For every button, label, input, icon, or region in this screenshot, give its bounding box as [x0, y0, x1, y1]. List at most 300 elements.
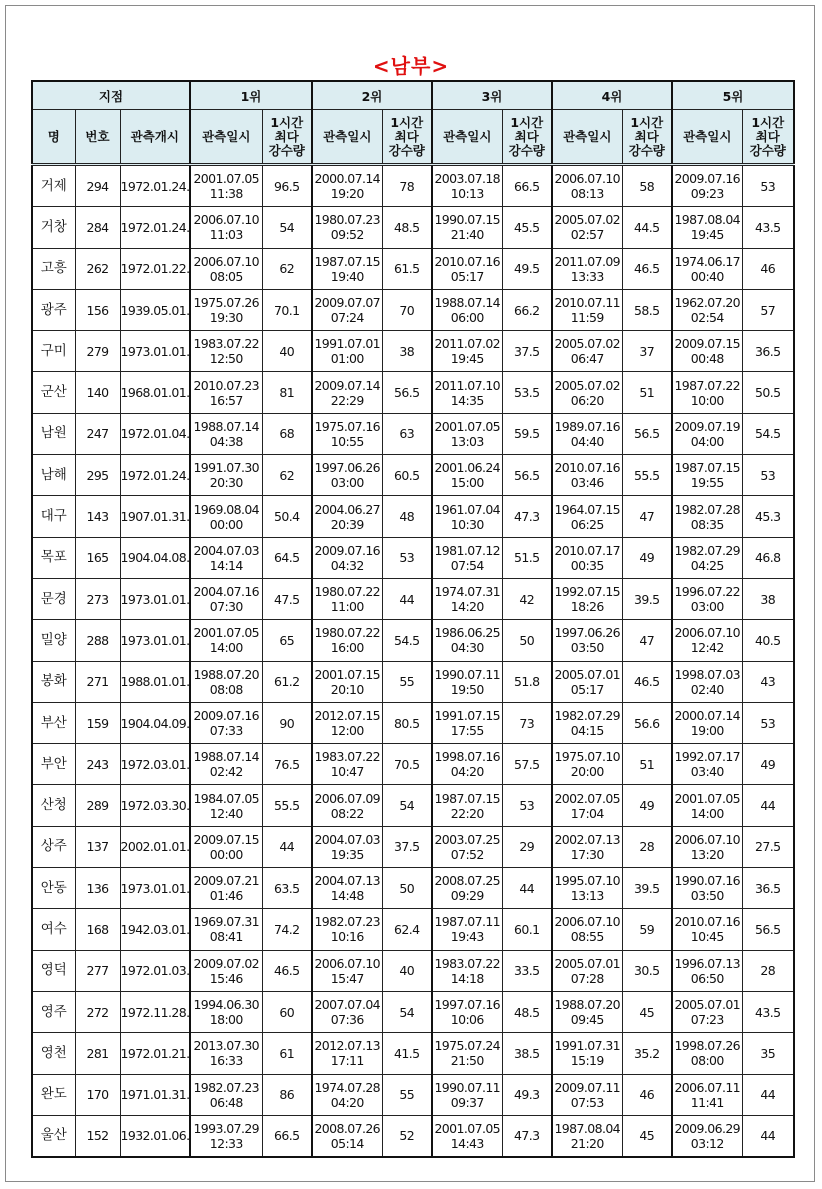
observation-datetime — [312, 413, 382, 454]
observation-datetime — [312, 578, 382, 619]
observation-date: 1987.08.04 — [554, 1120, 621, 1136]
observation-time: 07:33 — [209, 723, 243, 738]
observation-time: 14:18 — [450, 970, 484, 986]
max-hourly-precipitation: 40 — [262, 331, 312, 372]
observation-date: 2000.07.14 — [674, 708, 741, 723]
station-name: 봉화 — [32, 661, 75, 702]
observation-time: 05:14 — [330, 1135, 364, 1151]
observation-date: 1987.07.11 — [434, 914, 501, 930]
max-hourly-precipitation: 78 — [382, 165, 432, 207]
observation-time: 03:00 — [690, 599, 724, 615]
observation-date: 2001.07.05 — [434, 418, 501, 434]
header-max-line1: 1시간 — [630, 114, 664, 130]
observation-time: 02:54 — [690, 310, 724, 326]
observation-time: 13:33 — [570, 268, 604, 284]
observation-date: 2006.07.10 — [674, 831, 741, 847]
observation-time: 09:29 — [450, 888, 484, 904]
max-hourly-precipitation: 56.5 — [622, 413, 672, 454]
observation-datetime — [672, 372, 742, 413]
station-number: 262 — [75, 248, 120, 289]
observation-date: 2010.07.16 — [434, 253, 501, 269]
observation-time: 08:00 — [690, 1053, 724, 1069]
observation-time: 05:17 — [450, 268, 484, 284]
observation-date: 2006.07.09 — [314, 790, 381, 806]
observation-start: 1904.04.08. — [120, 537, 190, 578]
observation-time: 04:30 — [450, 640, 484, 656]
max-hourly-precipitation: 61.5 — [382, 248, 432, 289]
observation-datetime — [312, 372, 382, 413]
observation-time: 06:50 — [690, 970, 724, 986]
observation-datetime — [432, 620, 502, 661]
observation-time: 03:00 — [330, 475, 364, 491]
observation-datetime — [190, 1033, 262, 1074]
table-row — [32, 1115, 794, 1157]
observation-time: 10:00 — [690, 392, 724, 408]
observation-datetime — [552, 331, 622, 372]
observation-time: 00:35 — [570, 557, 604, 573]
observation-time: 11:41 — [690, 1094, 724, 1110]
observation-time: 17:11 — [330, 1053, 364, 1069]
table-row — [32, 537, 794, 578]
header-col-max — [382, 110, 432, 165]
observation-date: 2006.07.10 — [554, 171, 621, 187]
observation-start: 1972.01.22. — [120, 248, 190, 289]
observation-datetime — [190, 868, 262, 909]
observation-datetime — [672, 578, 742, 619]
observation-datetime — [190, 909, 262, 950]
observation-start: 1907.01.31. — [120, 496, 190, 537]
observation-datetime — [672, 1033, 742, 1074]
observation-datetime — [312, 207, 382, 248]
observation-datetime — [312, 826, 382, 867]
station-number: 277 — [75, 950, 120, 991]
station-number: 156 — [75, 289, 120, 330]
max-hourly-precipitation: 64.5 — [262, 537, 312, 578]
max-hourly-precipitation: 70.1 — [262, 289, 312, 330]
observation-start: 1972.11.28. — [120, 991, 190, 1032]
observation-time: 00:00 — [209, 516, 243, 532]
observation-time: 17:55 — [450, 723, 484, 738]
observation-time: 07:28 — [570, 970, 604, 986]
observation-date: 2011.07.09 — [554, 253, 621, 269]
max-hourly-precipitation: 27.5 — [742, 826, 794, 867]
observation-datetime — [552, 455, 622, 496]
observation-datetime — [190, 620, 262, 661]
station-number: 168 — [75, 909, 120, 950]
max-hourly-precipitation: 73 — [502, 702, 552, 743]
table-row — [32, 744, 794, 785]
header-max-line3: 강수량 — [749, 142, 786, 158]
observation-start: 1973.01.01. — [120, 578, 190, 619]
observation-time: 21:40 — [450, 227, 484, 243]
max-hourly-precipitation: 96.5 — [262, 165, 312, 207]
observation-time: 15:46 — [209, 970, 243, 986]
observation-date: 2005.07.02 — [554, 377, 621, 393]
observation-time: 10:55 — [330, 433, 364, 449]
station-number: 284 — [75, 207, 120, 248]
max-hourly-precipitation: 46.5 — [622, 248, 672, 289]
observation-datetime — [312, 950, 382, 991]
observation-time: 06:25 — [570, 516, 604, 532]
observation-time: 17:30 — [570, 846, 604, 862]
max-hourly-precipitation: 49 — [622, 785, 672, 826]
max-hourly-precipitation: 62 — [262, 455, 312, 496]
observation-date: 1975.07.24 — [434, 1038, 501, 1054]
header-col-datetime: 관측일시 — [432, 110, 502, 165]
observation-time: 19:30 — [209, 310, 243, 326]
header-col-max — [742, 110, 794, 165]
observation-datetime — [312, 702, 382, 743]
observation-date: 2010.07.16 — [554, 460, 621, 476]
station-name: 산청 — [32, 785, 75, 826]
observation-datetime — [312, 455, 382, 496]
max-hourly-precipitation: 44 — [502, 868, 552, 909]
max-hourly-precipitation: 50.5 — [742, 372, 794, 413]
observation-date: 1987.07.22 — [674, 377, 741, 393]
observation-date: 1988.07.14 — [434, 295, 501, 311]
max-hourly-precipitation: 57 — [742, 289, 794, 330]
observation-time: 09:45 — [570, 1012, 604, 1028]
max-hourly-precipitation: 54 — [262, 207, 312, 248]
observation-datetime — [672, 331, 742, 372]
observation-time: 07:23 — [690, 1012, 724, 1028]
observation-time: 19:20 — [330, 186, 364, 202]
observation-datetime — [190, 537, 262, 578]
observation-datetime — [552, 372, 622, 413]
table-row — [32, 661, 794, 702]
max-hourly-precipitation: 55 — [382, 1074, 432, 1115]
max-hourly-precipitation: 66.5 — [502, 165, 552, 207]
observation-datetime — [432, 785, 502, 826]
station-name: 거제 — [32, 165, 75, 207]
observation-date: 1975.07.10 — [554, 749, 621, 765]
observation-date: 2001.07.05 — [193, 171, 260, 187]
max-hourly-precipitation: 81 — [262, 372, 312, 413]
observation-start: 1932.01.06. — [120, 1115, 190, 1157]
max-hourly-precipitation: 53 — [502, 785, 552, 826]
observation-start: 1973.01.01. — [120, 868, 190, 909]
max-hourly-precipitation: 59 — [622, 909, 672, 950]
observation-date: 1990.07.11 — [434, 1079, 501, 1095]
observation-time: 15:47 — [330, 970, 364, 986]
observation-datetime — [190, 950, 262, 991]
max-hourly-precipitation: 80.5 — [382, 702, 432, 743]
observation-datetime — [432, 661, 502, 702]
max-hourly-precipitation: 70.5 — [382, 744, 432, 785]
max-hourly-precipitation: 61.2 — [262, 661, 312, 702]
observation-time: 05:17 — [570, 681, 604, 697]
table-row — [32, 496, 794, 537]
header-max-line2: 최다 — [634, 128, 659, 144]
observation-datetime — [672, 950, 742, 991]
station-number: 271 — [75, 661, 120, 702]
observation-datetime — [190, 165, 262, 207]
table-row — [32, 1074, 794, 1115]
observation-date: 1980.07.22 — [314, 625, 381, 641]
observation-date: 2013.07.30 — [193, 1038, 260, 1054]
observation-datetime — [552, 785, 622, 826]
observation-datetime — [552, 248, 622, 289]
max-hourly-precipitation: 45 — [622, 991, 672, 1032]
header-rank-2: 2위 — [312, 81, 432, 110]
observation-time: 08:13 — [570, 186, 604, 202]
station-name: 밀양 — [32, 620, 75, 661]
observation-datetime — [672, 620, 742, 661]
header-max-line2: 최다 — [394, 128, 419, 144]
header-max-line3: 강수량 — [388, 142, 425, 158]
observation-datetime — [672, 1074, 742, 1115]
observation-datetime — [432, 991, 502, 1032]
header-max-line1: 1시간 — [270, 114, 304, 130]
observation-time: 11:00 — [330, 599, 364, 615]
max-hourly-precipitation: 55.5 — [622, 455, 672, 496]
max-hourly-precipitation: 44 — [742, 1115, 794, 1157]
observation-time: 09:37 — [450, 1094, 484, 1110]
observation-date: 2010.07.23 — [193, 377, 260, 393]
observation-time: 19:00 — [690, 723, 724, 738]
observation-date: 1997.06.26 — [314, 460, 381, 476]
observation-datetime — [312, 537, 382, 578]
station-number: 273 — [75, 578, 120, 619]
max-hourly-precipitation: 35.2 — [622, 1033, 672, 1074]
observation-time: 11:38 — [209, 186, 243, 202]
observation-time: 08:41 — [209, 929, 243, 945]
observation-time: 08:22 — [330, 805, 364, 821]
observation-datetime — [312, 991, 382, 1032]
observation-datetime — [312, 1033, 382, 1074]
max-hourly-precipitation: 68 — [262, 413, 312, 454]
observation-time: 16:57 — [209, 392, 243, 408]
table-row — [32, 909, 794, 950]
station-name: 거창 — [32, 207, 75, 248]
max-hourly-precipitation: 51.8 — [502, 661, 552, 702]
max-hourly-precipitation: 56.5 — [742, 909, 794, 950]
observation-time: 09:23 — [690, 186, 724, 202]
observation-date: 1986.06.25 — [434, 625, 501, 641]
observation-date: 1982.07.29 — [674, 542, 741, 558]
max-hourly-precipitation: 37.5 — [502, 331, 552, 372]
observation-datetime — [190, 248, 262, 289]
observation-datetime — [672, 702, 742, 743]
max-hourly-precipitation: 57.5 — [502, 744, 552, 785]
header-row-groups — [32, 81, 794, 110]
max-hourly-precipitation: 66.5 — [262, 1115, 312, 1157]
observation-time: 20:39 — [330, 516, 364, 532]
station-name: 남원 — [32, 413, 75, 454]
observation-date: 2003.07.25 — [434, 831, 501, 847]
observation-time: 00:48 — [690, 351, 724, 367]
observation-time: 14:35 — [450, 392, 484, 408]
observation-datetime — [552, 909, 622, 950]
observation-datetime — [312, 1074, 382, 1115]
header-row-columns — [32, 110, 794, 165]
observation-datetime — [552, 207, 622, 248]
observation-date: 1991.07.30 — [193, 460, 260, 476]
observation-start: 1942.03.01. — [120, 909, 190, 950]
observation-date: 2010.07.11 — [554, 295, 621, 311]
station-number: 295 — [75, 455, 120, 496]
max-hourly-precipitation: 38.5 — [502, 1033, 552, 1074]
observation-time: 06:00 — [450, 310, 484, 326]
observation-time: 08:35 — [690, 516, 724, 532]
observation-time: 03:50 — [690, 888, 724, 904]
observation-start: 2002.01.01. — [120, 826, 190, 867]
max-hourly-precipitation: 37 — [622, 331, 672, 372]
observation-datetime — [432, 207, 502, 248]
max-hourly-precipitation: 62.4 — [382, 909, 432, 950]
observation-time: 08:05 — [209, 268, 243, 284]
observation-start: 1972.01.24. — [120, 165, 190, 207]
observation-time: 04:32 — [330, 557, 364, 573]
observation-date: 2004.07.03 — [193, 542, 260, 558]
max-hourly-precipitation: 54.5 — [382, 620, 432, 661]
observation-datetime — [190, 372, 262, 413]
observation-time: 07:30 — [209, 599, 243, 615]
station-number: 243 — [75, 744, 120, 785]
observation-date: 1991.07.01 — [314, 336, 381, 352]
observation-date: 1990.07.11 — [434, 666, 501, 682]
observation-datetime — [432, 248, 502, 289]
observation-datetime — [672, 165, 742, 207]
observation-start: 1972.01.21. — [120, 1033, 190, 1074]
observation-datetime — [312, 496, 382, 537]
header-col-datetime: 관측일시 — [672, 110, 742, 165]
station-name: 고흥 — [32, 248, 75, 289]
observation-datetime — [552, 868, 622, 909]
observation-time: 17:04 — [570, 805, 604, 821]
observation-date: 1984.07.05 — [193, 790, 260, 806]
observation-time: 08:08 — [209, 681, 243, 697]
max-hourly-precipitation: 86 — [262, 1074, 312, 1115]
observation-datetime — [552, 826, 622, 867]
observation-time: 07:53 — [570, 1094, 604, 1110]
observation-datetime — [672, 496, 742, 537]
max-hourly-precipitation: 45 — [622, 1115, 672, 1157]
observation-start: 1904.04.09. — [120, 702, 190, 743]
station-name: 여수 — [32, 909, 75, 950]
observation-date: 1996.07.13 — [674, 955, 741, 971]
observation-datetime — [432, 372, 502, 413]
max-hourly-precipitation: 41.5 — [382, 1033, 432, 1074]
max-hourly-precipitation: 51 — [622, 372, 672, 413]
observation-datetime — [672, 991, 742, 1032]
observation-date: 1980.07.22 — [314, 584, 381, 600]
station-name: 완도 — [32, 1074, 75, 1115]
observation-date: 2009.07.16 — [314, 542, 381, 558]
observation-datetime — [672, 537, 742, 578]
max-hourly-precipitation: 54 — [382, 991, 432, 1032]
table-row — [32, 578, 794, 619]
observation-date: 1974.07.31 — [434, 584, 501, 600]
observation-datetime — [672, 744, 742, 785]
station-number: 289 — [75, 785, 120, 826]
observation-date: 1975.07.26 — [193, 295, 260, 311]
max-hourly-precipitation: 63.5 — [262, 868, 312, 909]
station-name: 안동 — [32, 868, 75, 909]
observation-datetime — [312, 661, 382, 702]
max-hourly-precipitation: 49.3 — [502, 1074, 552, 1115]
precipitation-table — [31, 80, 795, 1158]
max-hourly-precipitation: 43.5 — [742, 991, 794, 1032]
observation-datetime — [552, 620, 622, 661]
max-hourly-precipitation: 43 — [742, 661, 794, 702]
observation-date: 2008.07.26 — [314, 1120, 381, 1136]
observation-date: 1992.07.15 — [554, 584, 621, 600]
observation-time: 06:20 — [570, 392, 604, 408]
observation-date: 1987.07.15 — [314, 253, 381, 269]
station-number: 170 — [75, 1074, 120, 1115]
observation-time: 14:00 — [690, 805, 724, 821]
observation-time: 01:00 — [330, 351, 364, 367]
header-max-line3: 강수량 — [268, 142, 305, 158]
station-name: 군산 — [32, 372, 75, 413]
station-name: 영천 — [32, 1033, 75, 1074]
observation-datetime — [552, 413, 622, 454]
header-col-max — [262, 110, 312, 165]
observation-datetime — [672, 909, 742, 950]
max-hourly-precipitation: 46 — [742, 248, 794, 289]
header-station-group: 지점 — [32, 81, 190, 110]
observation-date: 2004.07.03 — [314, 831, 381, 847]
max-hourly-precipitation: 44 — [382, 578, 432, 619]
header-rank-5: 5위 — [672, 81, 794, 110]
max-hourly-precipitation: 53 — [382, 537, 432, 578]
observation-time: 16:00 — [330, 640, 364, 656]
table-row — [32, 702, 794, 743]
observation-date: 2006.07.10 — [674, 625, 741, 641]
observation-datetime — [552, 165, 622, 207]
max-hourly-precipitation: 58.5 — [622, 289, 672, 330]
observation-datetime — [432, 413, 502, 454]
max-hourly-precipitation: 50 — [382, 868, 432, 909]
observation-datetime — [432, 455, 502, 496]
observation-time: 03:46 — [570, 475, 604, 491]
station-number: 143 — [75, 496, 120, 537]
observation-time: 03:40 — [690, 764, 724, 780]
observation-date: 2007.07.04 — [314, 997, 381, 1013]
observation-date: 2006.07.10 — [193, 212, 260, 228]
observation-time: 02:42 — [209, 764, 243, 780]
observation-date: 2009.07.21 — [193, 873, 260, 889]
max-hourly-precipitation: 40 — [382, 950, 432, 991]
observation-datetime — [312, 331, 382, 372]
observation-date: 2001.06.24 — [434, 460, 501, 476]
observation-date: 1988.07.14 — [193, 418, 260, 434]
max-hourly-precipitation: 52 — [382, 1115, 432, 1157]
max-hourly-precipitation: 74.2 — [262, 909, 312, 950]
observation-time: 12:33 — [209, 1135, 243, 1151]
observation-datetime — [190, 1115, 262, 1157]
max-hourly-precipitation: 45.3 — [742, 496, 794, 537]
station-name: 영덕 — [32, 950, 75, 991]
header-col-datetime: 관측일시 — [190, 110, 262, 165]
observation-time: 12:50 — [209, 351, 243, 367]
observation-datetime — [552, 496, 622, 537]
max-hourly-precipitation: 49 — [622, 537, 672, 578]
max-hourly-precipitation: 46.8 — [742, 537, 794, 578]
max-hourly-precipitation: 62 — [262, 248, 312, 289]
station-name: 울산 — [32, 1115, 75, 1157]
observation-datetime — [190, 455, 262, 496]
max-hourly-precipitation: 48 — [382, 496, 432, 537]
observation-date: 2010.07.16 — [674, 914, 741, 930]
observation-date: 2001.07.05 — [674, 790, 741, 806]
observation-time: 14:14 — [209, 557, 243, 573]
max-hourly-precipitation: 60 — [262, 991, 312, 1032]
observation-time: 10:13 — [450, 186, 484, 202]
max-hourly-precipitation: 54 — [382, 785, 432, 826]
observation-date: 1990.07.16 — [674, 873, 741, 889]
